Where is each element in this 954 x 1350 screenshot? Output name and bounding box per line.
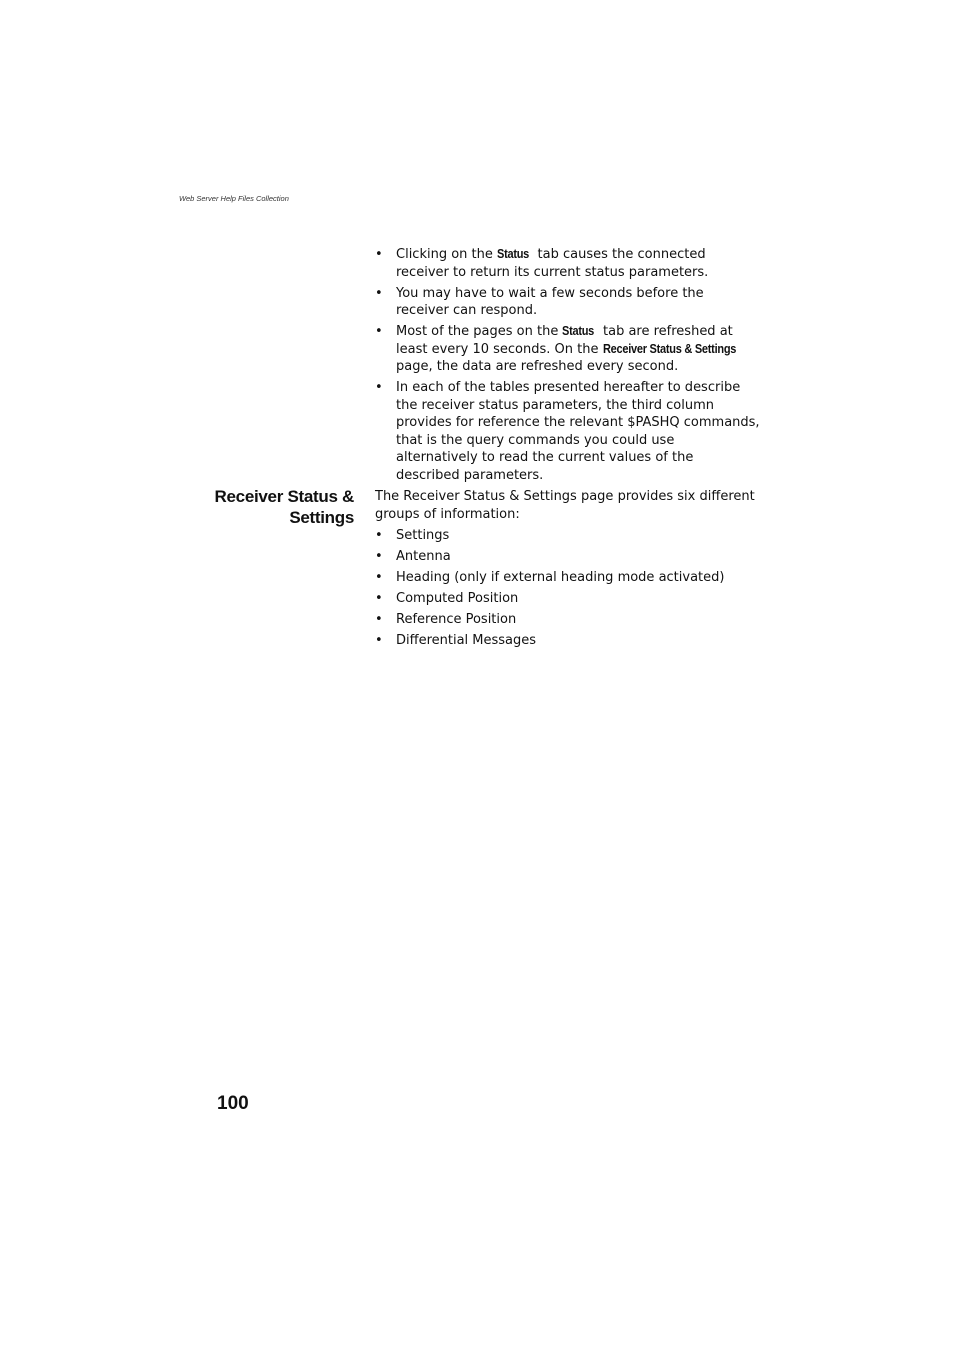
intro-bullet-list (375, 246, 760, 488)
list-item (375, 246, 760, 281)
bullet-text: Clicking on the (396, 247, 498, 262)
bullet-marker: • (375, 247, 383, 262)
running-header: Web Server Help Files Collection (179, 194, 289, 203)
list-item (375, 569, 760, 587)
bullet-marker: • (375, 324, 383, 339)
list-item (375, 611, 760, 629)
list-item (375, 632, 760, 650)
list-item-label: Heading (only if external heading mode activated) (396, 570, 725, 585)
bullet-marker: • (375, 549, 383, 564)
list-item (375, 590, 760, 608)
list-item (375, 379, 760, 484)
bullet-marker: • (375, 591, 383, 606)
bold-term-status: Status (562, 324, 595, 338)
bullet-marker: • (375, 380, 383, 395)
list-item-label: Settings (396, 528, 450, 543)
bullet-marker: • (375, 528, 383, 543)
bullet-marker: • (375, 285, 383, 301)
bullet-marker: • (375, 612, 383, 627)
list-item (375, 548, 760, 566)
list-item-label: Differential Messages (396, 633, 537, 648)
bullet-text: In each of the tables presented hereafter to describe the receiver status parameters, the third column provides for reference the relevant $PASHQ commands, that is the query commands you could use alternatively to read the current values of the described parameters. (396, 380, 760, 483)
section-heading-line: Settings (289, 508, 354, 527)
bold-term-status: Status (497, 247, 530, 261)
bullet-text: tab are refreshed at least every 10 seconds. On the (396, 324, 733, 357)
list-item-label: Reference Position (396, 612, 517, 627)
bullet-marker: • (375, 570, 383, 585)
list-item-label: Antenna (396, 549, 451, 564)
bullet-text: You may have to wait a few seconds before the receiver can respond. (396, 285, 704, 318)
list-item (375, 323, 760, 376)
section-intro-paragraph: The Receiver Status & Settings page provides six different groups of information: (375, 489, 755, 522)
bullet-marker: • (375, 633, 383, 648)
bold-term-receiver-status-settings: Receiver Status & Settings (602, 341, 736, 356)
section-heading-line: Receiver Status & (214, 487, 354, 506)
bullet-text: page, the data are refreshed every second. (396, 359, 679, 374)
information-groups-list (375, 527, 760, 653)
section-heading (154, 486, 354, 528)
bullet-text: tab causes the connected receiver to return its current status parameters. (396, 247, 709, 280)
page-number: 100 (217, 1093, 249, 1114)
bullet-text: Most of the pages on the (396, 324, 563, 339)
list-item (375, 285, 760, 320)
list-item-label: Computed Position (396, 591, 519, 606)
list-item (375, 527, 760, 545)
